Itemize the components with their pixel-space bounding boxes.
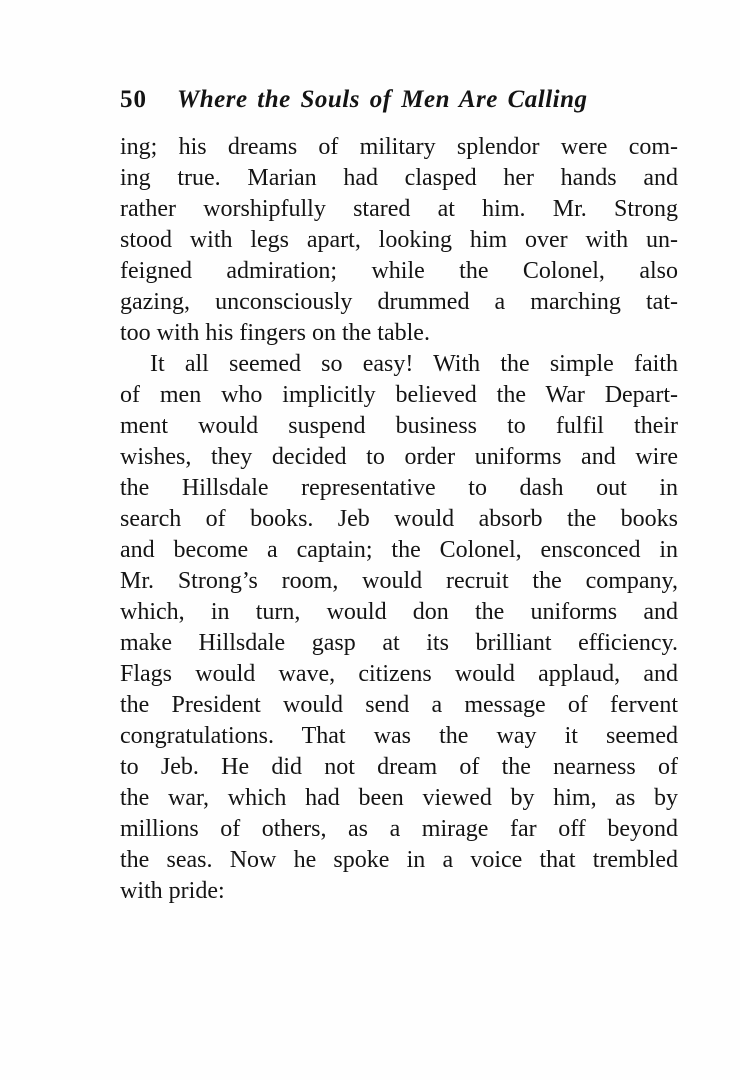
paragraph	[120, 349, 678, 907]
text-line: which, in turn, would don the uniforms and	[120, 599, 678, 625]
text-line: Flags would wave, citizens would applaud, and	[120, 661, 678, 687]
book-title-header: Where the Souls of Men Are Calling	[177, 86, 588, 113]
text-line: stood with legs apart, looking him over with un-	[120, 227, 678, 253]
page-number: 50	[120, 86, 147, 113]
text-line: ing; his dreams of military splendor were com-	[120, 134, 678, 160]
running-header	[120, 84, 678, 115]
text-line: Mr. Strong’s room, would recruit the company,	[120, 568, 678, 594]
text-line: to Jeb. He did not dream of the nearness of	[120, 754, 678, 780]
body-paragraphs	[120, 132, 678, 907]
paragraph	[120, 132, 678, 349]
text-line: of men who implicitly believed the War Depart-	[120, 382, 678, 408]
text-line: the seas. Now he spoke in a voice that trembled	[120, 847, 678, 873]
text-line: search of books. Jeb would absorb the books	[120, 506, 678, 532]
text-line: congratulations. That was the way it seemed	[120, 723, 678, 749]
text-line: It all seemed so easy! With the simple faith	[150, 351, 678, 377]
text-line: the war, which had been viewed by him, as by	[120, 785, 678, 811]
text-line: feigned admiration; while the Colonel, also	[120, 258, 678, 284]
page-content	[120, 84, 678, 907]
text-line: and become a captain; the Colonel, ensconced in	[120, 537, 678, 563]
text-line: the Hillsdale representative to dash out in	[120, 475, 678, 501]
text-line: wishes, they decided to order uniforms and wire	[120, 444, 678, 470]
text-line: gazing, unconsciously drummed a marching tat-	[120, 289, 678, 315]
text-line: ment would suspend business to fulfil their	[120, 413, 678, 439]
text-line: make Hillsdale gasp at its brilliant efficiency.	[120, 630, 678, 656]
text-line: ing true. Marian had clasped her hands and	[120, 165, 678, 191]
text-line: millions of others, as a mirage far off beyond	[120, 816, 678, 842]
text-line: rather worshipfully stared at him. Mr. Strong	[120, 196, 678, 222]
text-line: the President would send a message of fervent	[120, 692, 678, 718]
text-line: with pride:	[120, 878, 225, 904]
text-line: too with his fingers on the table.	[120, 320, 430, 346]
